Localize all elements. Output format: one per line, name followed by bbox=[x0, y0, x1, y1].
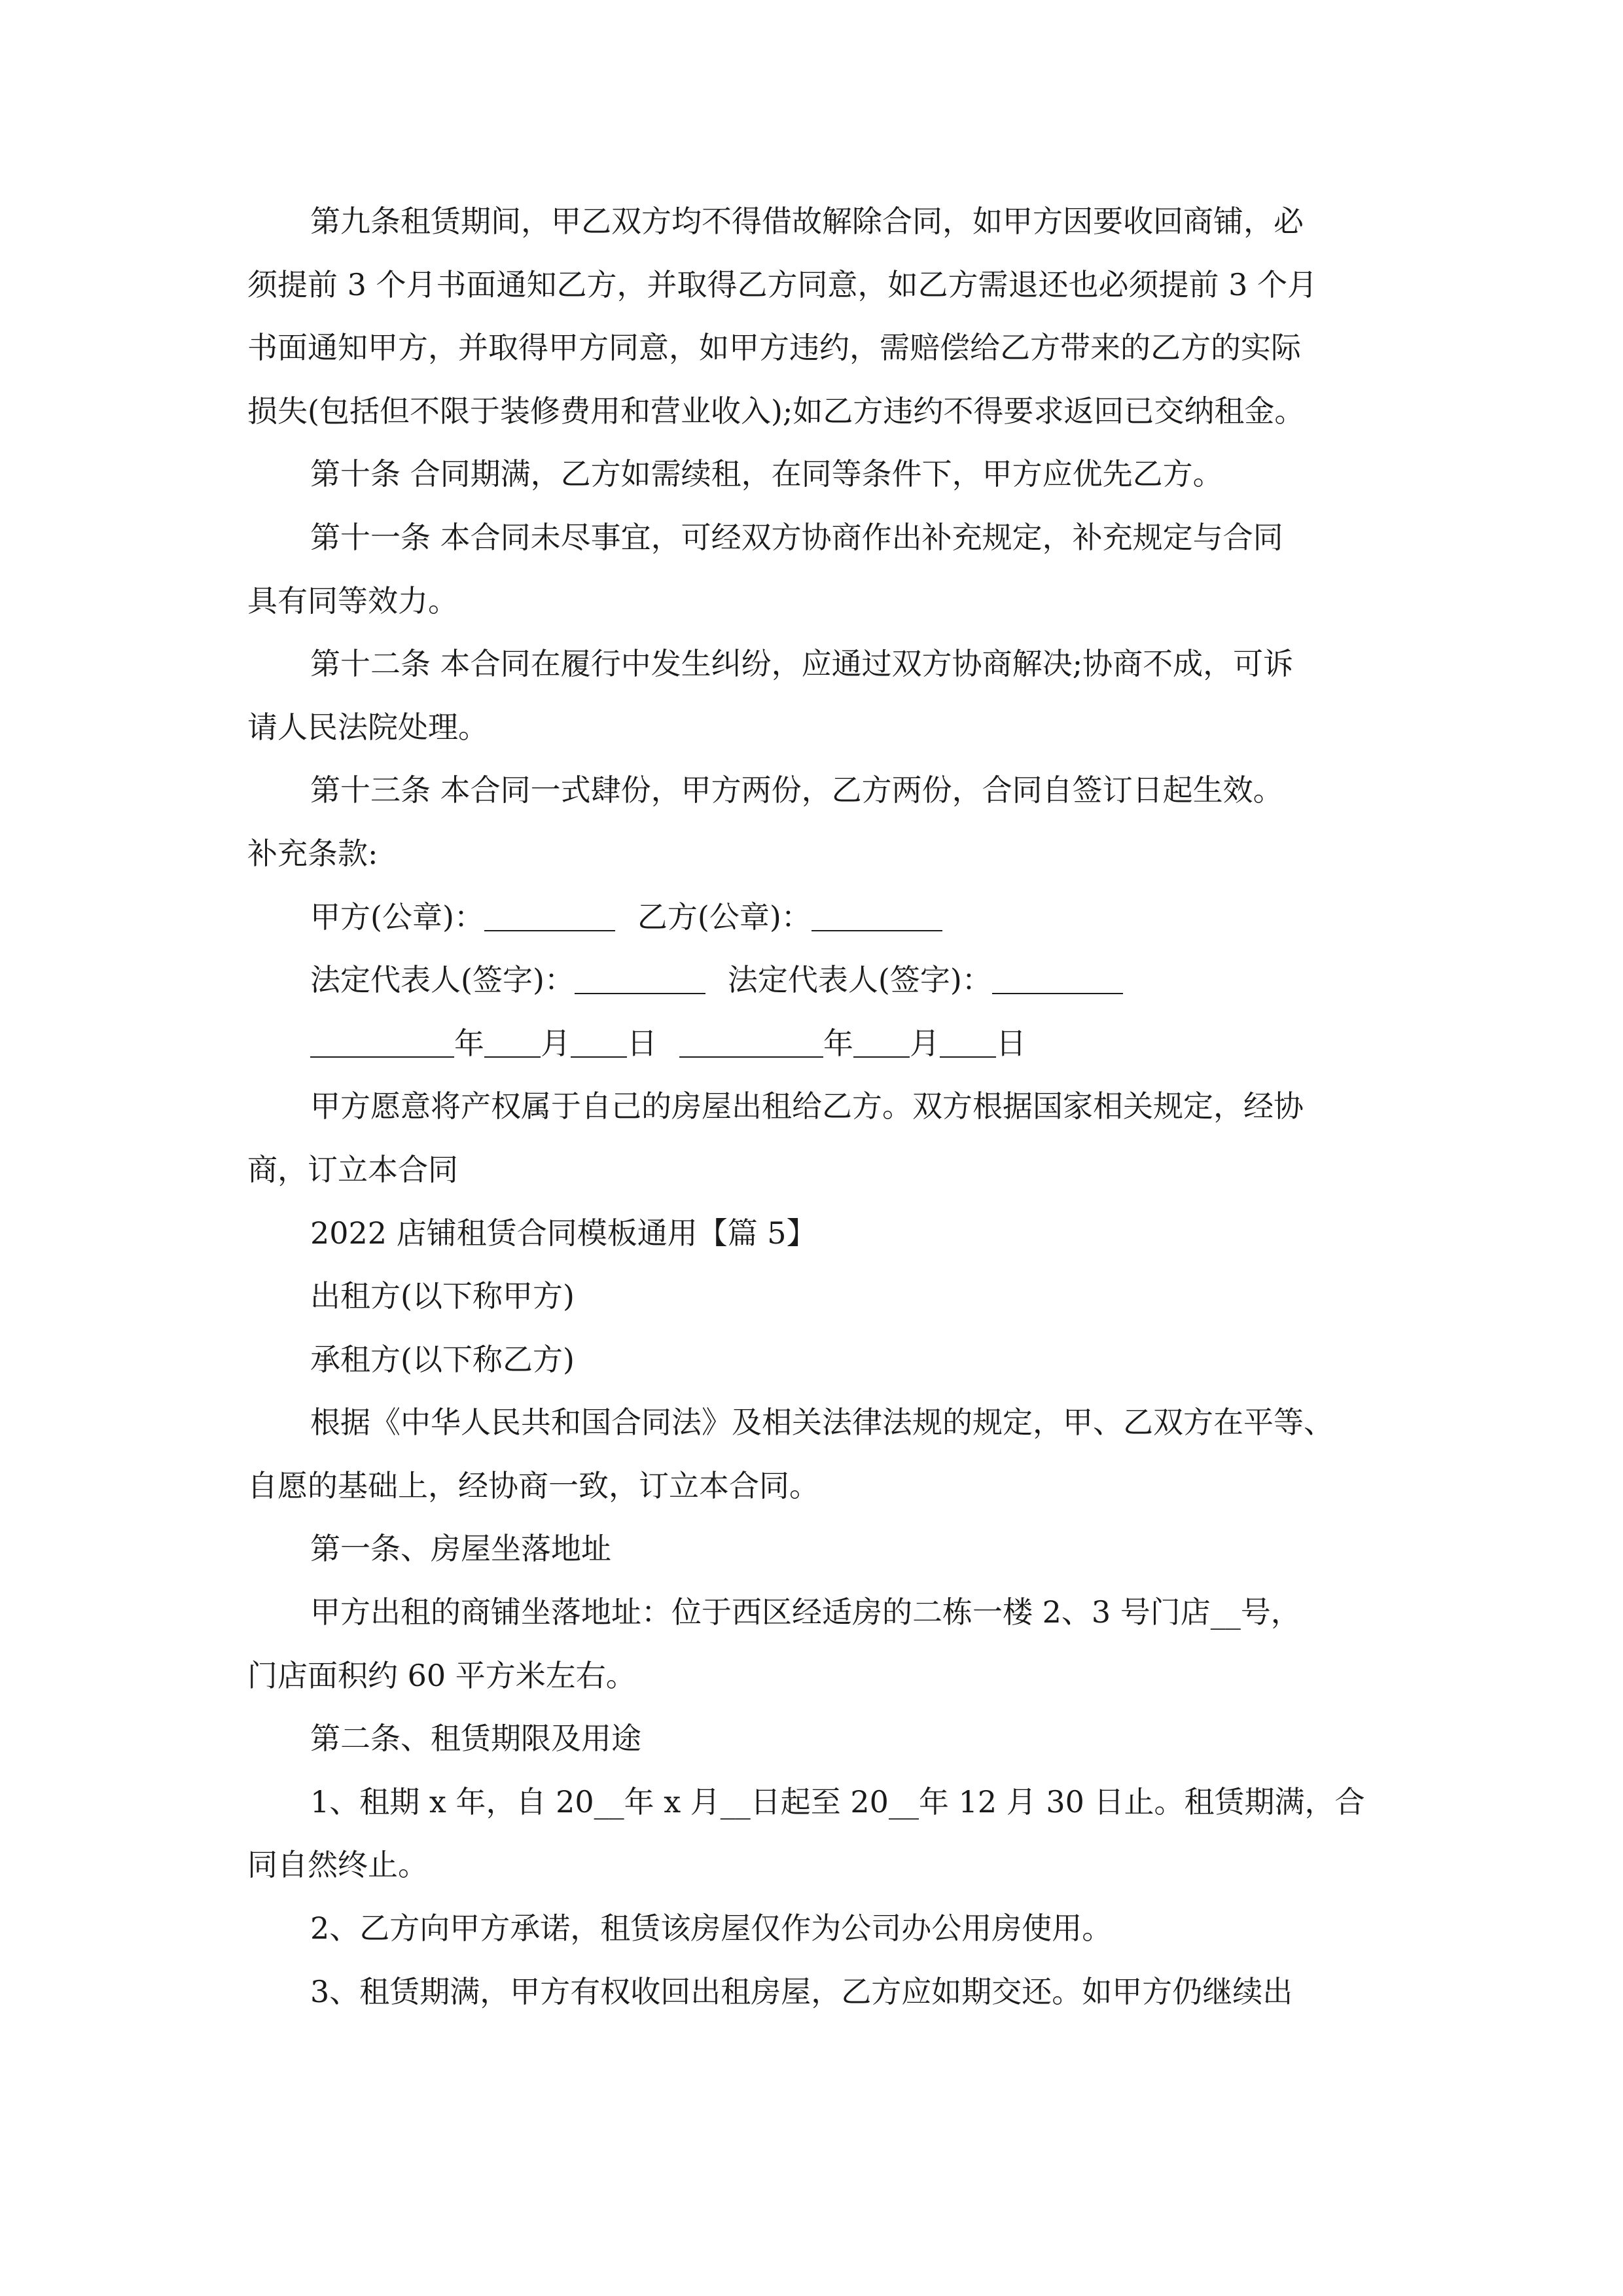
party-a-seal-blank bbox=[484, 900, 615, 931]
month-label: 月 bbox=[541, 1025, 571, 1061]
party-a-day-blank bbox=[571, 1026, 627, 1058]
paragraph-line: 自愿的基础上，经协商一致，订立本合同。 bbox=[247, 1467, 819, 1503]
party-a-year-blank bbox=[310, 1026, 454, 1058]
party-a-month-blank bbox=[484, 1026, 541, 1058]
paragraph-line: 请人民法院处理。 bbox=[247, 709, 488, 745]
party-b-month-blank bbox=[853, 1026, 910, 1058]
paragraph-line: 甲方出租的商铺坐落地址：位于西区经适房的二栋一楼 2、3 号门店__号， bbox=[310, 1594, 1301, 1630]
paragraph-line: 商，订立本合同 bbox=[247, 1151, 458, 1187]
year-label: 年 bbox=[823, 1025, 853, 1061]
party-a-rep-label: 法定代表人(签字)： bbox=[310, 962, 575, 998]
party-b-seal-label: 乙方(公章)： bbox=[637, 899, 812, 935]
party-b-seal-blank bbox=[812, 900, 942, 931]
paragraph-line: 第十条 合同期满，乙方如需续租，在同等条件下，甲方应优先乙方。 bbox=[310, 456, 1223, 492]
paragraph-line: 同自然终止。 bbox=[247, 1847, 428, 1883]
year-label: 年 bbox=[454, 1025, 484, 1061]
paragraph-line: 损失(包括但不限于装修费用和营业收入);如乙方违约不得要求返回已交纳租金。 bbox=[247, 393, 1305, 429]
section-heading: 2022 店铺租赁合同模板通用【篇 5】 bbox=[310, 1215, 817, 1251]
paragraph-line: 2、乙方向甲方承诺，租赁该房屋仅作为公司办公用房使用。 bbox=[310, 1910, 1113, 1946]
party-a-rep-blank bbox=[575, 963, 705, 994]
article-heading: 第一条、房屋坐落地址 bbox=[310, 1531, 611, 1567]
day-label: 日 bbox=[627, 1025, 657, 1061]
lessee-line: 承租方(以下称乙方) bbox=[310, 1341, 575, 1377]
paragraph-line: 书面通知甲方，并取得甲方同意，如甲方违约，需赔偿给乙方带来的乙方的实际 bbox=[247, 330, 1301, 366]
paragraph-line: 第九条租赁期间，甲乙双方均不得借故解除合同，如甲方因要收回商铺，必 bbox=[310, 204, 1304, 239]
paragraph-line: 须提前 3 个月书面通知乙方，并取得乙方同意，如乙方需退还也必须提前 3 个月 bbox=[247, 266, 1318, 302]
lessor-line: 出租方(以下称甲方) bbox=[310, 1278, 575, 1314]
paragraph-line: 根据《中华人民共和国合同法》及相关法律法规的规定，甲、乙双方在平等、 bbox=[310, 1405, 1334, 1441]
party-b-day-blank bbox=[940, 1026, 996, 1058]
party-b-rep-label: 法定代表人(签字)： bbox=[727, 962, 992, 998]
party-b-year-blank bbox=[679, 1026, 823, 1058]
month-label: 月 bbox=[910, 1025, 940, 1061]
representative-line bbox=[247, 948, 1386, 1012]
paragraph-line: 3、租赁期满，甲方有权收回出租房屋，乙方应如期交还。如甲方仍继续出 bbox=[310, 1973, 1293, 2009]
paragraph-line: 门店面积约 60 平方米左右。 bbox=[247, 1657, 636, 1693]
date-line bbox=[247, 1012, 1386, 1075]
party-b-rep-blank bbox=[992, 963, 1123, 994]
paragraph-line: 1、租期 x 年，自 20__年 x 月__日起至 20__年 12 月 30 日止。租赁期满，合 bbox=[310, 1784, 1365, 1820]
day-label: 日 bbox=[996, 1025, 1026, 1061]
seal-line bbox=[247, 886, 1386, 949]
paragraph-line: 第十三条 本合同一式肆份，甲方两份，乙方两份，合同自签订日起生效。 bbox=[310, 772, 1283, 808]
paragraph-line: 甲方愿意将产权属于自己的房屋出租给乙方。双方根据国家相关规定，经协 bbox=[310, 1088, 1304, 1124]
article-heading: 第二条、租赁期限及用途 bbox=[310, 1721, 641, 1757]
paragraph-line: 第十二条 本合同在履行中发生纠纷，应通过双方协商解决;协商不成，可诉 bbox=[310, 646, 1294, 682]
document-page bbox=[247, 190, 1386, 2023]
party-a-seal-label: 甲方(公章)： bbox=[310, 899, 484, 935]
paragraph-line: 补充条款: bbox=[247, 835, 378, 871]
paragraph-line: 第十一条 本合同未尽事宜，可经双方协商作出补充规定，补充规定与合同 bbox=[310, 519, 1283, 555]
paragraph-line: 具有同等效力。 bbox=[247, 583, 458, 619]
